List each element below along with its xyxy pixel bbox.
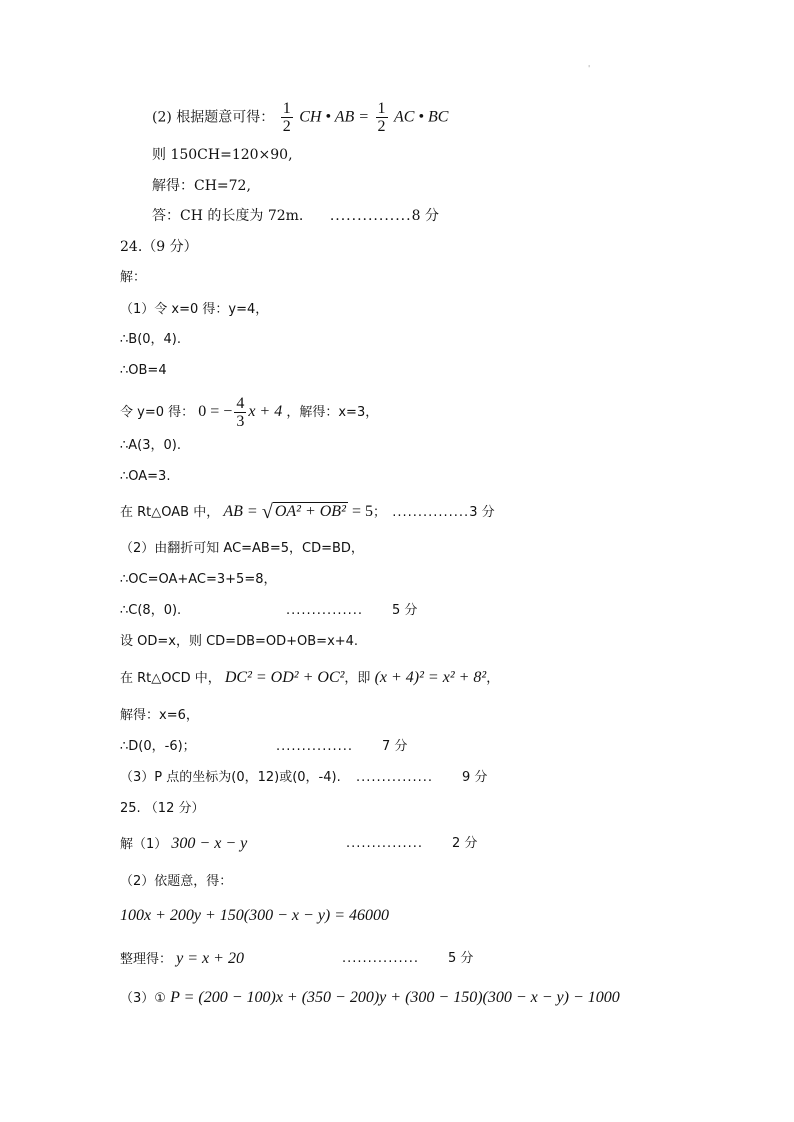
score-label: 7 分	[382, 739, 408, 754]
q24-p7-prefix: 在 Rt△OAB 中，	[120, 505, 220, 520]
q24-p7-eq: = 5	[352, 503, 374, 520]
q24-p4-eq-left: 0 = −	[198, 403, 233, 420]
q24-p9: ∴OC=OA+AC=3+5=8，	[120, 572, 277, 587]
score-label: 2 分	[452, 836, 478, 851]
q24-header: 24.（9 分）	[120, 239, 198, 255]
score-label: 5 分	[448, 951, 474, 966]
q25-p1	[120, 834, 478, 855]
q24-p1: （1）令 x=0 得：y=4，	[120, 302, 269, 317]
q23-line-2: 则 150CH=120×90,	[152, 147, 293, 163]
q24-p13: 解得：x=6，	[120, 708, 199, 723]
q25-p4	[120, 949, 474, 970]
q25-header: 25. （12 分）	[120, 801, 205, 816]
q24-p4-prefix: 令 y=0 得：	[120, 405, 195, 420]
q24-p7-ab: AB =	[223, 503, 258, 520]
q23-prefix: (2) 根据题意可得：	[152, 109, 275, 126]
score-label: 3 分	[469, 505, 495, 520]
sqrt-expression: √ OA² + OB²	[261, 501, 346, 523]
fraction-half-2: $\frac{1}{2}$	[377, 100, 386, 135]
q23-line-1	[152, 100, 448, 135]
q25-p4-prefix: 整理得：	[120, 952, 173, 967]
q24-p12-suffix: ，	[486, 671, 500, 686]
q25-p1-expr: 300 − x − y	[171, 835, 248, 852]
q24-p12	[120, 668, 499, 689]
q23-answer: 答：CH 的长度为 72m.	[152, 208, 304, 224]
q24-p4-suffix: ，解得：x=3，	[286, 405, 379, 420]
q24-p3: ∴OB=4	[120, 363, 167, 378]
q24-p14-text: ∴D(0，-6)；	[120, 739, 196, 754]
q24-p15	[120, 768, 488, 788]
q24-p15-text: （3）P 点的坐标为(0，12)或(0，-4).	[120, 770, 341, 785]
q24-p12-mid: ，即	[344, 671, 371, 686]
fraction-half-1: $\frac{1}{2}$	[282, 100, 291, 135]
q24-p10-text: ∴C(8，0).	[120, 603, 182, 618]
q25-p5-prefix: （3）①	[120, 991, 166, 1006]
q24-p12-eq: DC² = OD² + OC²	[224, 669, 345, 686]
fraction-four-thirds: $\frac{4}{3}$	[236, 395, 245, 430]
score-label: 9 分	[462, 770, 488, 785]
q24-p4	[120, 395, 378, 430]
score-label: 8 分	[411, 208, 439, 224]
q25-p4-expr: y = x + 20	[176, 950, 244, 967]
score-dots: ...............	[356, 770, 433, 785]
score-dots: ...............	[286, 603, 363, 618]
q25-p1-prefix: 解（1）	[120, 837, 168, 852]
q24-p10	[120, 601, 418, 621]
score-label: 5 分	[392, 603, 418, 618]
q25-p5	[120, 988, 620, 1009]
q23-eq-part-b: AC • BC	[393, 108, 449, 126]
score-dots: ...............	[392, 505, 470, 520]
q25-p2: （2）依题意，得：	[120, 874, 233, 889]
q24-p6: ∴OA=3.	[120, 469, 171, 484]
q23-line-3: 解得：CH=72,	[152, 178, 251, 194]
q25-p5-expr: P = (200 − 100)x + (350 − 200)y + (300 − 150)(300 − x − y) − 1000	[170, 989, 620, 1006]
q23-eq-part-a: CH • AB =	[299, 108, 370, 126]
score-dots: ...............	[329, 208, 412, 224]
score-dots: ...............	[276, 739, 353, 754]
score-dots: ...............	[346, 836, 423, 851]
q24-p8: （2）由翻折可知 AC=AB=5，CD=BD，	[120, 541, 364, 556]
q24-p14	[120, 737, 408, 757]
q23-line-4	[152, 206, 439, 226]
q24-jie: 解：	[120, 270, 147, 285]
score-dots: ...............	[342, 951, 419, 966]
q24-p2: ∴B(0，4).	[120, 332, 182, 347]
q24-p4-eq-right: x + 4	[248, 403, 283, 420]
corner-mark: '	[588, 64, 591, 73]
q24-p7-suffix: ；	[373, 505, 387, 520]
q24-p5: ∴A(3，0).	[120, 438, 181, 453]
q25-equation: 100x + 200y + 150(300 − x − y) = 46000	[120, 907, 390, 924]
q24-p12-eq2: (x + 4)² = x² + 8²	[374, 669, 487, 686]
q24-p11: 设 OD=x，则 CD=DB=OD+OB=x+4.	[120, 634, 359, 649]
q24-p12-prefix: 在 Rt△OCD 中，	[120, 671, 221, 686]
q24-p7	[120, 502, 495, 523]
